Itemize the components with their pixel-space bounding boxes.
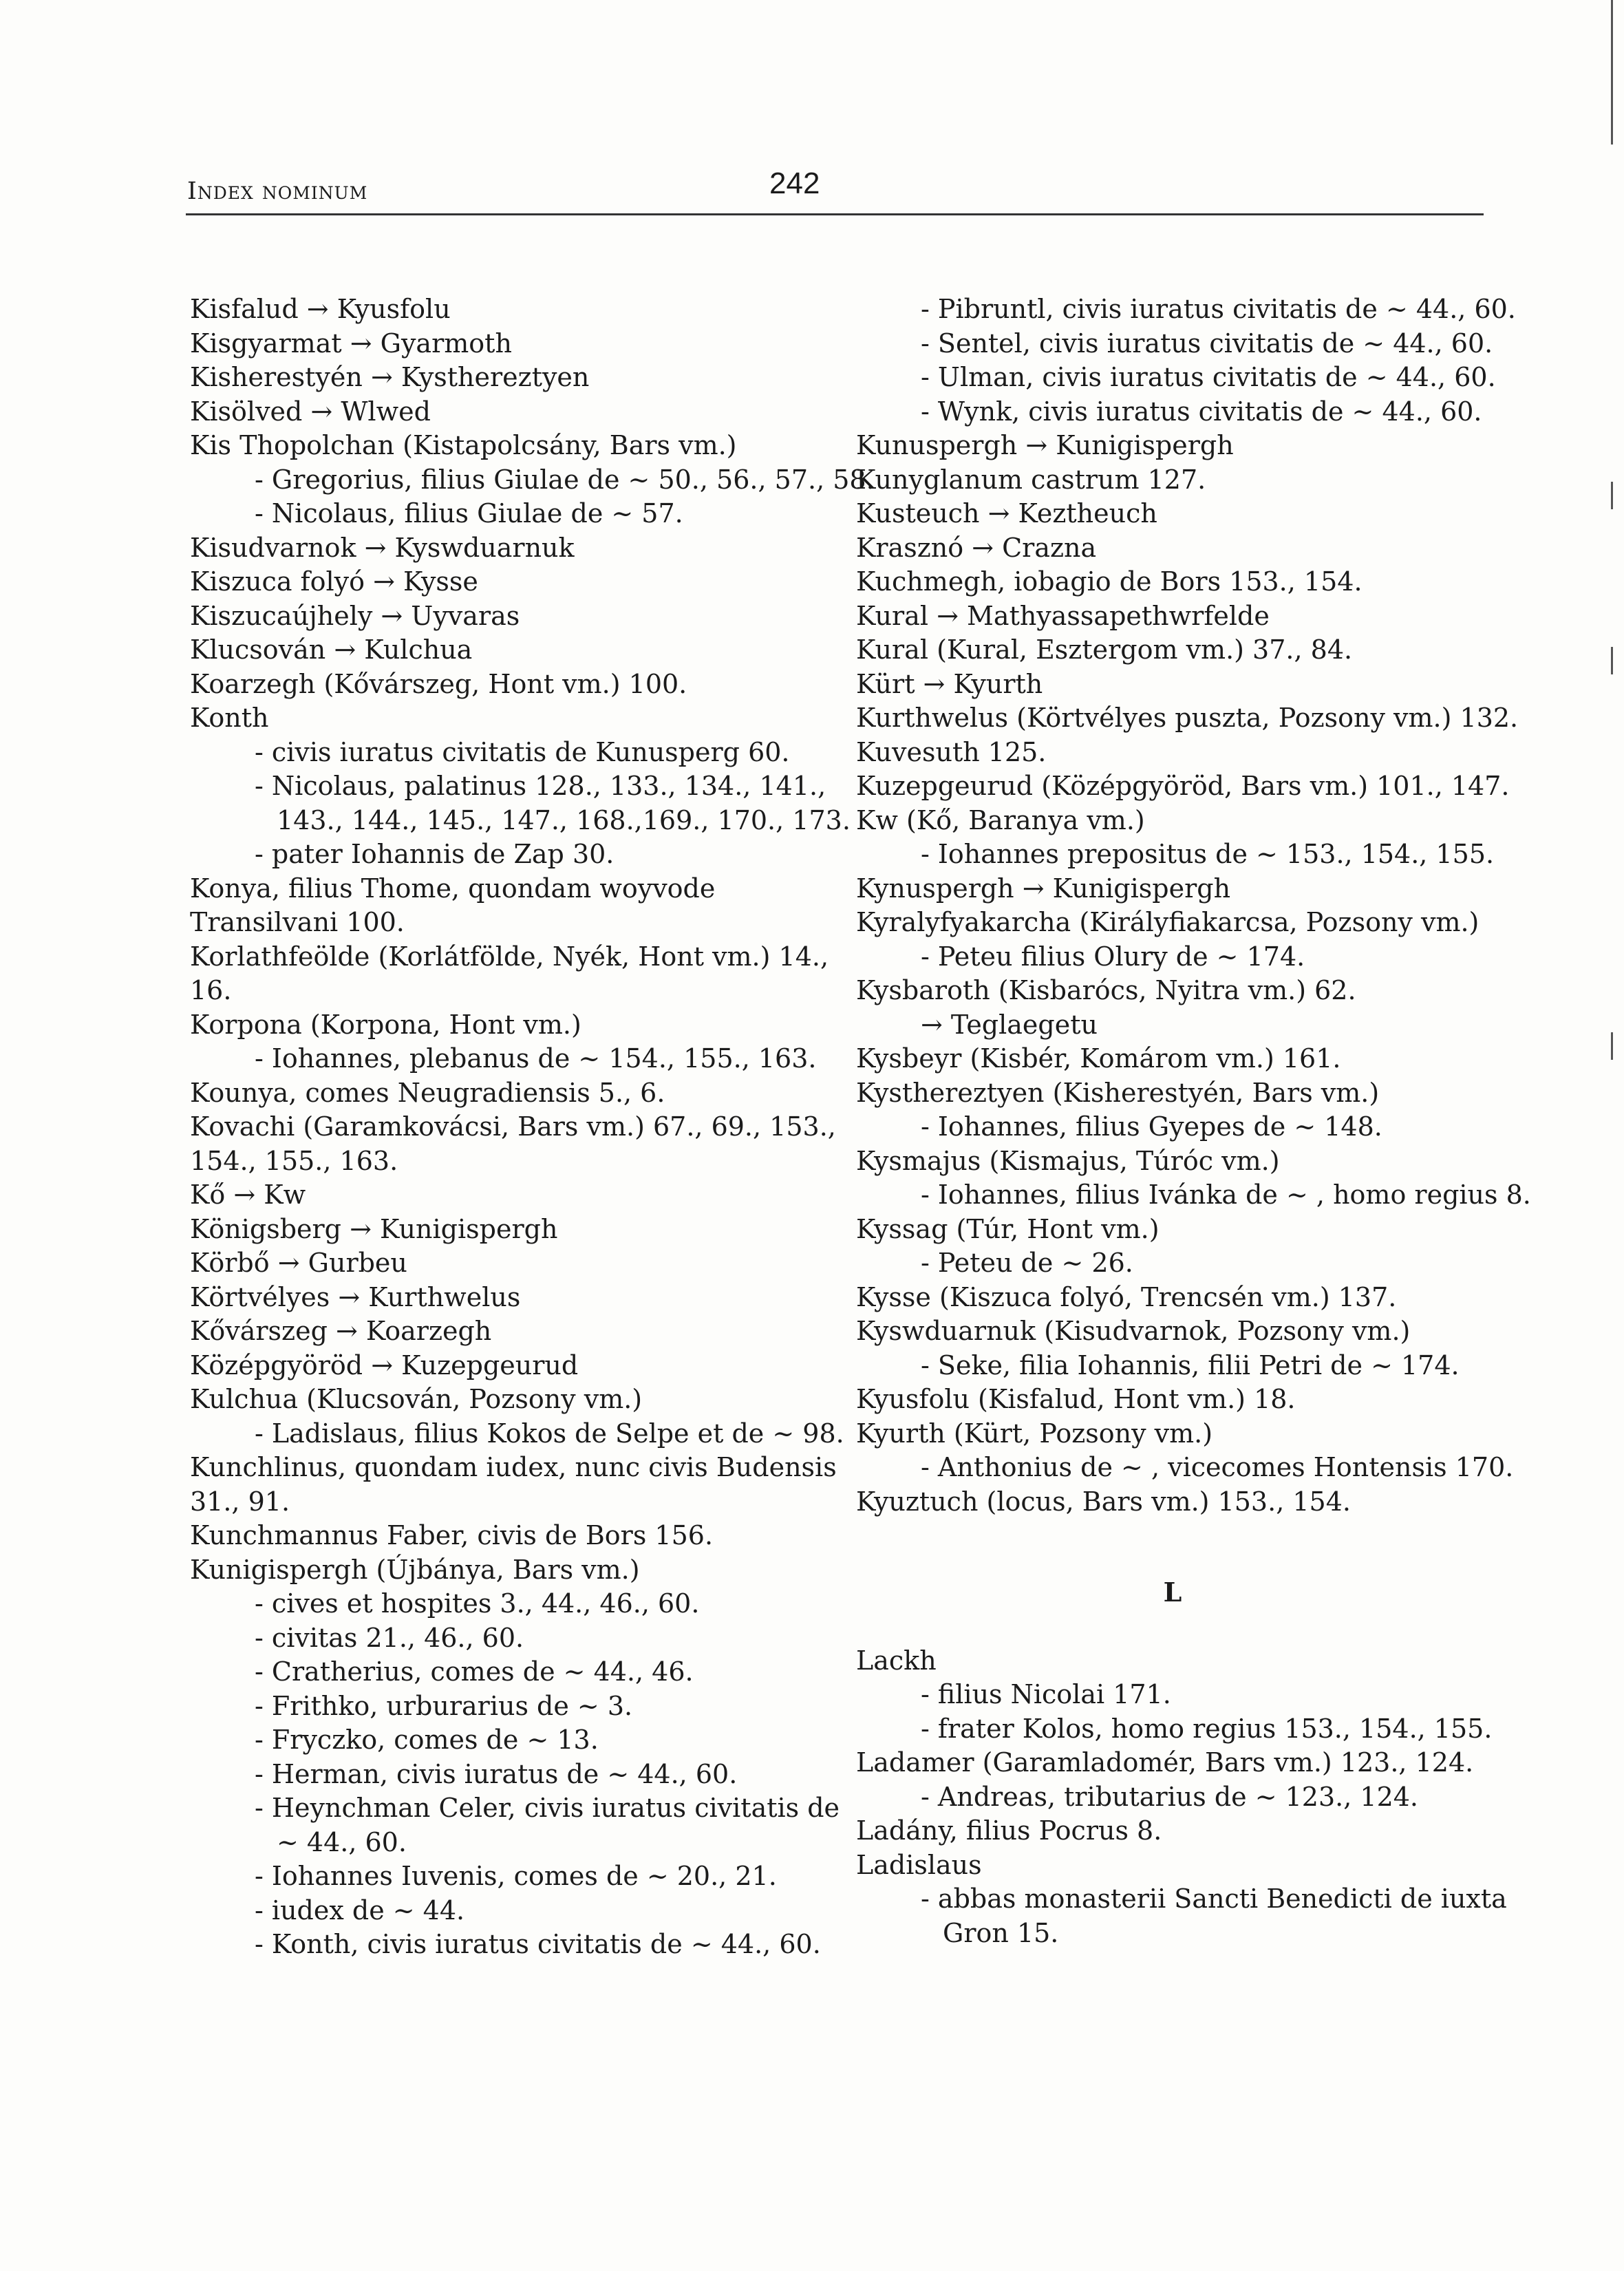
- index-subentry: - Peteu filius Olury de ~ 174.: [921, 941, 1305, 972]
- index-subentry: - Iohannes, filius Gyepes de ~ 148.: [921, 1111, 1382, 1142]
- index-subentry: 143., 144., 145., 147., 168.,169., 170., 173.: [277, 804, 851, 835]
- index-subentry: Gron 15.: [943, 1917, 1059, 1948]
- index-entry: Kisherestyén → Kysthereztyen: [190, 362, 590, 392]
- index-entry: Körbő → Gurbeu: [190, 1248, 407, 1278]
- index-entry: Kysbeyr (Kisbér, Komárom vm.) 161.: [856, 1043, 1341, 1074]
- index-entry: Körtvélyes → Kurthwelus: [190, 1281, 521, 1312]
- index-entry: Kiszucaújhely → Uyvaras: [190, 600, 520, 631]
- index-entry: Kw (Kő, Baranya vm.): [856, 804, 1145, 835]
- index-subentry: - Iohannes, filius Ivánka de ~ , homo regius 8.: [921, 1180, 1531, 1210]
- index-subentry: - Peteu de ~ 26.: [921, 1248, 1133, 1278]
- page-number: 242: [769, 167, 820, 200]
- index-entry: Lackh: [856, 1645, 937, 1676]
- index-subentry: → Teglaegetu: [921, 1009, 1098, 1040]
- index-subentry: - Iohannes, plebanus de ~ 154., 155., 163.: [255, 1043, 817, 1074]
- index-subentry: - cives et hospites 3., 44., 46., 60.: [255, 1588, 700, 1619]
- index-subentry: - iudex de ~ 44.: [255, 1895, 465, 1926]
- index-subentry: - pater Iohannis de Zap 30.: [255, 839, 615, 869]
- index-entry: Kunyglanum castrum 127.: [856, 464, 1206, 495]
- index-entry: Krasznó → Crazna: [856, 532, 1097, 563]
- index-entry: Kürt → Kyurth: [856, 668, 1043, 699]
- index-entry: Kunigispergh (Újbánya, Bars vm.): [190, 1554, 640, 1585]
- scan-edge-mark: [1611, 1032, 1613, 1060]
- index-entry: Kunuspergh → Kunigispergh: [856, 430, 1234, 460]
- index-subentry: - Nicolaus, filius Giulae de ~ 57.: [255, 498, 683, 529]
- header-rule: [186, 213, 1484, 215]
- index-subentry: - abbas monasterii Sancti Benedicti de iuxta: [921, 1884, 1507, 1914]
- index-entry: Kisgyarmat → Gyarmoth: [190, 328, 512, 359]
- index-entry: Kural (Kural, Esztergom vm.) 37., 84.: [856, 635, 1353, 665]
- index-subentry: - filius Nicolai 171.: [921, 1679, 1171, 1709]
- index-entry: Ladislaus: [856, 1849, 982, 1880]
- scan-edge-mark: [1611, 647, 1613, 674]
- index-entry: Kysthereztyen (Kisherestyén, Bars vm.): [856, 1077, 1380, 1108]
- index-subentry: - Wynk, civis iuratus civitatis de ~ 44., 60.: [921, 396, 1482, 427]
- index-entry: 16.: [190, 975, 232, 1005]
- index-entry: Ladány, filius Pocrus 8.: [856, 1815, 1162, 1846]
- index-entry: Kyssag (Túr, Hont vm.): [856, 1213, 1160, 1244]
- index-subentry: - Iohannes prepositus de ~ 153., 154., 155.: [921, 839, 1495, 869]
- index-entry: Kysmajus (Kismajus, Túróc vm.): [856, 1145, 1280, 1176]
- right-index-column: [856, 292, 1531, 1950]
- index-entry: Kunchlinus, quondam iudex, nunc civis Budensis: [190, 1452, 837, 1482]
- index-entry: Kynuspergh → Kunigispergh: [856, 873, 1231, 904]
- index-subentry: - Andreas, tributarius de ~ 123., 124.: [921, 1781, 1419, 1812]
- scan-edge-mark: [1611, 0, 1613, 145]
- index-entry: Transilvani 100.: [190, 907, 405, 937]
- index-subentry: - Sentel, civis iuratus civitatis de ~ 44., 60.: [921, 328, 1493, 359]
- index-entry: Koarzegh (Kővárszeg, Hont vm.) 100.: [190, 668, 687, 699]
- index-entry: Kysse (Kiszuca folyó, Trencsén vm.) 137.: [856, 1281, 1397, 1312]
- index-entry: Kysbaroth (Kisbarócs, Nyitra vm.) 62.: [856, 975, 1356, 1005]
- index-entry: Ladamer (Garamladomér, Bars vm.) 123., 124.: [856, 1747, 1474, 1778]
- index-entry: Kurthwelus (Körtvélyes puszta, Pozsony vm.) 132.: [856, 703, 1519, 733]
- index-subentry: - Nicolaus, palatinus 128., 133., 134., 141.,: [255, 771, 826, 801]
- index-entry: Kyurth (Kürt, Pozsony vm.): [856, 1418, 1213, 1449]
- running-title: Index nominum: [187, 178, 368, 205]
- index-subentry: - Konth, civis iuratus civitatis de ~ 44., 60.: [255, 1929, 821, 1959]
- index-entry: Kuchmegh, iobagio de Bors 153., 154.: [856, 566, 1363, 597]
- index-subentry: - Cratherius, comes de ~ 44., 46.: [255, 1656, 694, 1687]
- index-subentry: - civis iuratus civitatis de Kunusperg 60.: [255, 736, 790, 767]
- index-entry: Kyusfolu (Kisfalud, Hont vm.) 18.: [856, 1384, 1296, 1414]
- index-subentry: - Fryczko, comes de ~ 13.: [255, 1725, 599, 1755]
- index-entry: Kisölved → Wlwed: [190, 396, 431, 427]
- index-entry: Klucsován → Kulchua: [190, 635, 473, 665]
- index-subentry: - Anthonius de ~ , vicecomes Hontensis 170.: [921, 1452, 1514, 1482]
- left-index-column: [190, 292, 875, 1962]
- index-subentry: - civitas 21., 46., 60.: [255, 1622, 524, 1653]
- index-entry: Kyswduarnuk (Kisudvarnok, Pozsony vm.): [856, 1316, 1411, 1346]
- section-heading-letter: L: [1163, 1577, 1182, 1608]
- index-subentry: ~ 44., 60.: [277, 1826, 407, 1857]
- index-entry: Kuzepgeurud (Középgyöröd, Bars vm.) 101., 147.: [856, 771, 1510, 801]
- index-entry: Königsberg → Kunigispergh: [190, 1213, 558, 1244]
- index-entry: Kő → Kw: [190, 1180, 306, 1210]
- index-entry: Kisfalud → Kyusfolu: [190, 294, 451, 324]
- index-entry: Konya, filius Thome, quondam woyvode: [190, 873, 716, 904]
- index-entry: Kuvesuth 125.: [856, 736, 1047, 767]
- index-entry: Konth: [190, 703, 269, 733]
- index-entry: Korpona (Korpona, Hont vm.): [190, 1009, 581, 1040]
- index-entry: Kővárszeg → Koarzegh: [190, 1316, 492, 1346]
- index-entry: Kyralyfyakarcha (Királyfiakarcsa, Pozsony vm.): [856, 907, 1479, 937]
- index-subentry: - Gregorius, filius Giulae de ~ 50., 56., 57., 58.: [255, 464, 875, 495]
- index-entry: Kis Thopolchan (Kistapolcsány, Bars vm.): [190, 430, 737, 460]
- index-entry: Kunchmannus Faber, civis de Bors 156.: [190, 1520, 714, 1550]
- scan-edge-mark: [1611, 482, 1613, 509]
- index-subentry: - Ladislaus, filius Kokos de Selpe et de ~ 98.: [255, 1418, 844, 1449]
- index-entry: Korlathfeölde (Korlátfölde, Nyék, Hont vm.) 14.,: [190, 941, 829, 972]
- index-entry: Kounya, comes Neugradiensis 5., 6.: [190, 1077, 665, 1108]
- index-entry: Kisudvarnok → Kyswduarnuk: [190, 532, 575, 563]
- index-entry: Kyuztuch (locus, Bars vm.) 153., 154.: [856, 1486, 1351, 1517]
- index-entry: Középgyöröd → Kuzepgeurud: [190, 1350, 579, 1380]
- index-entry: Kural → Mathyassapethwrfelde: [856, 600, 1270, 631]
- index-entry: Kovachi (Garamkovácsi, Bars vm.) 67., 69., 153.,: [190, 1111, 836, 1142]
- index-entry: Kulchua (Klucsován, Pozsony vm.): [190, 1384, 643, 1414]
- index-subentry: - Herman, civis iuratus de ~ 44., 60.: [255, 1758, 738, 1789]
- index-subentry: - frater Kolos, homo regius 153., 154., 155.: [921, 1713, 1493, 1744]
- index-entry: 154., 155., 163.: [190, 1145, 398, 1176]
- index-subentry: - Iohannes Iuvenis, comes de ~ 20., 21.: [255, 1861, 777, 1891]
- index-subentry: - Pibruntl, civis iuratus civitatis de ~ 44., 60.: [921, 294, 1516, 324]
- index-subentry: - Seke, filia Iohannis, filii Petri de ~ 174.: [921, 1350, 1460, 1380]
- index-subentry: - Heynchman Celer, civis iuratus civitatis de: [255, 1793, 840, 1823]
- index-entry: Kiszuca folyó → Kysse: [190, 566, 478, 597]
- index-subentry: - Ulman, civis iuratus civitatis de ~ 44., 60.: [921, 362, 1496, 392]
- index-entry: 31., 91.: [190, 1486, 290, 1517]
- index-subentry: - Frithko, urburarius de ~ 3.: [255, 1690, 633, 1721]
- index-entry: Kusteuch → Keztheuch: [856, 498, 1157, 529]
